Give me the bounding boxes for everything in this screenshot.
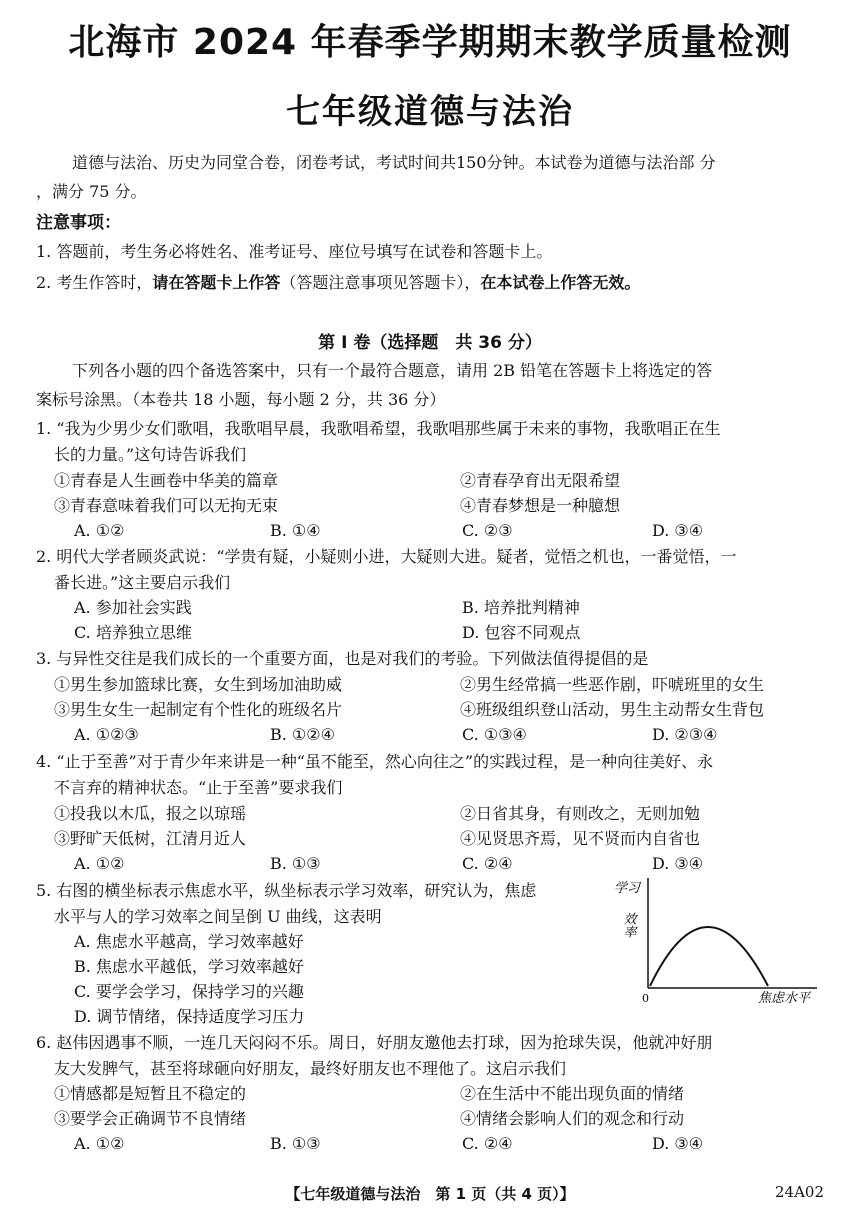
q2-option-d: D. 包容不同观点 (462, 623, 581, 642)
q4-statement-1: ①投我以木瓜，报之以琼瑶 (54, 804, 247, 823)
q2-stem-2: 番长进。”这主要启示我们 (54, 573, 231, 592)
q3-statement-1: ①男生参加篮球比赛，女生到场加油助威 (54, 675, 343, 694)
q4-statement-3: ③野旷天低树，江清月近人 (54, 829, 247, 848)
q3-option-b: B. ①②④ (270, 725, 335, 744)
graph-xlabel: 焦虑水平 (758, 991, 811, 1006)
q1-statement-1: ①青春是人生画卷中华美的篇章 (54, 471, 279, 490)
paper-code: 24A02 (774, 1183, 824, 1201)
notice-item-2 (36, 272, 640, 294)
q1-stem-2: 长的力量。”这句诗告诉我们 (54, 445, 247, 464)
exam-title: 北海市 2024 年春季学期期末教学质量检测 (68, 22, 792, 63)
q1-statement-4: ④青春梦想是一种臆想 (460, 496, 621, 515)
q6-option-d: D. ③④ (652, 1134, 704, 1153)
q4-option-a: A. ①② (74, 854, 125, 873)
q3-option-c: C. ①③④ (462, 725, 527, 744)
q6-statement-4: ④情绪会影响人们的观念和行动 (460, 1109, 685, 1128)
q6-option-a: A. ①② (74, 1134, 125, 1153)
q6-option-b: B. ①③ (270, 1134, 321, 1153)
q6-statement-3: ③要学会正确调节不良情绪 (54, 1109, 247, 1128)
q2-stem-1: 2. 明代大学者顾炎武说：“学贵有疑，小疑则小进，大疑则大进。疑者，觉悟之机也，一番觉悟，一 (36, 547, 737, 566)
notice-item-1: 1. 答题前，考生务必将姓名、准考证号、座位号填写在试卷和答题卡上。 (36, 242, 553, 261)
q3-option-d: D. ②③④ (652, 725, 718, 744)
q4-statement-4: ④见贤思齐焉，见不贤而内自省也 (460, 829, 701, 848)
q5-stem-2: 水平与人的学习效率之间呈倒 U 曲线，这表明 (54, 907, 382, 926)
q2-option-b: B. 培养批判精神 (462, 598, 580, 617)
q5-option-a: A. 焦虑水平越高，学习效率越好 (74, 932, 304, 951)
q1-statement-2: ②青春孕育出无限希望 (460, 471, 621, 490)
intro-line-2: ，满分 75 分。 (36, 182, 147, 201)
q6-stem-1: 6. 赵伟因遇事不顺，一连几天闷闷不乐。周日，好朋友邀他去打球，因为抢球失误，他就冲好朋 (36, 1033, 713, 1052)
q5-option-b: B. 焦虑水平越低，学习效率越好 (74, 957, 304, 976)
q1-option-a: A. ①② (74, 521, 125, 540)
section-title: 第 Ⅰ 卷（选择题 共 36 分） (318, 333, 542, 353)
q1-option-b: B. ①④ (270, 521, 321, 540)
q3-statement-2: ②男生经常搞一些恶作剧，吓唬班里的女生 (460, 675, 765, 694)
notice-item-2-bold-2: 在本试卷上作答无效。 (480, 273, 641, 292)
inverted-u-curve (650, 927, 768, 986)
notice-item-2-mid: （答题注意事项见答题卡）， (280, 273, 481, 292)
q6-option-c: C. ②④ (462, 1134, 513, 1153)
intro-line-1: 道德与法治、历史为同堂合卷，闭卷考试，考试时间共150分钟。本试卷为道德与法治部 分 (72, 153, 716, 172)
q4-option-c: C. ②④ (462, 854, 513, 873)
q1-statement-3: ③青春意味着我们可以无拘无束 (54, 496, 279, 515)
q6-stem-2: 友大发脾气，甚至将球砸向好朋友，最终好朋友也不理他了。这启示我们 (54, 1059, 567, 1078)
section-desc-1: 下列各小题的四个备选答案中，只有一个最符合题意，请用 2B 铅笔在答题卡上将选定的答 (72, 361, 713, 380)
q1-stem-1: 1. “我为少男少女们歌唱，我歌唱早晨，我歌唱希望，我歌唱那些属于未来的事物，我歌唱正在生 (36, 419, 721, 438)
q4-statement-2: ②日省其身，有则改之，无则加勉 (460, 804, 701, 823)
q3-statement-3: ③男生女生一起制定有个性化的班级名片 (54, 700, 343, 719)
q4-stem-1: 4. “止于至善”对于青少年来讲是一种“虽不能至，然心向往之”的实践过程，是一种向往美好、永 (36, 752, 714, 771)
q5-stem-1: 5. 右图的横坐标表示焦虑水平，纵坐标表示学习效率，研究认为，焦虑 (36, 881, 537, 900)
section-desc-2: 案标号涂黑。（本卷共 18 小题，每小题 2 分，共 36 分） (36, 390, 446, 409)
q4-option-d: D. ③④ (652, 854, 704, 873)
q5-option-d: D. 调节情绪，保持适度学习压力 (74, 1007, 305, 1026)
graph-ylabel-part1: 学习 (614, 881, 641, 896)
q2-option-a: A. 参加社会实践 (74, 598, 192, 617)
q6-statement-1: ①情感都是短暂且不稳定的 (54, 1084, 247, 1103)
q4-option-b: B. ①③ (270, 854, 321, 873)
graph-ylabel-part2: 效率 (620, 912, 636, 938)
graph-origin: 0 (642, 992, 649, 1005)
q1-option-d: D. ③④ (652, 521, 704, 540)
q1-option-c: C. ②③ (462, 521, 513, 540)
q3-statement-4: ④班级组织登山活动，男生主动帮女生背包 (460, 700, 765, 719)
notice-item-2-prefix: 2. 考生作答时， (36, 273, 153, 292)
q6-statement-2: ②在生活中不能出现负面的情绪 (460, 1084, 685, 1103)
page-footer: 【七年级道德与法治 第 1 页（共 4 页）】 (285, 1185, 575, 1203)
anxiety-efficiency-graph (612, 878, 827, 1008)
notice-item-2-bold-1: 请在答题卡上作答 (152, 273, 281, 292)
q2-option-c: C. 培养独立思维 (74, 623, 192, 642)
notice-heading: 注意事项： (36, 213, 121, 233)
q3-stem-1: 3. 与异性交往是我们成长的一个重要方面，也是对我们的考验。下列做法值得提倡的是 (36, 649, 649, 668)
q4-stem-2: 不言弃的精神状态。“止于至善”要求我们 (54, 778, 343, 797)
subject-title: 七年级道德与法治 (286, 92, 574, 132)
q3-option-a: A. ①②③ (74, 725, 139, 744)
q5-option-c: C. 要学会学习，保持学习的兴趣 (74, 982, 304, 1001)
